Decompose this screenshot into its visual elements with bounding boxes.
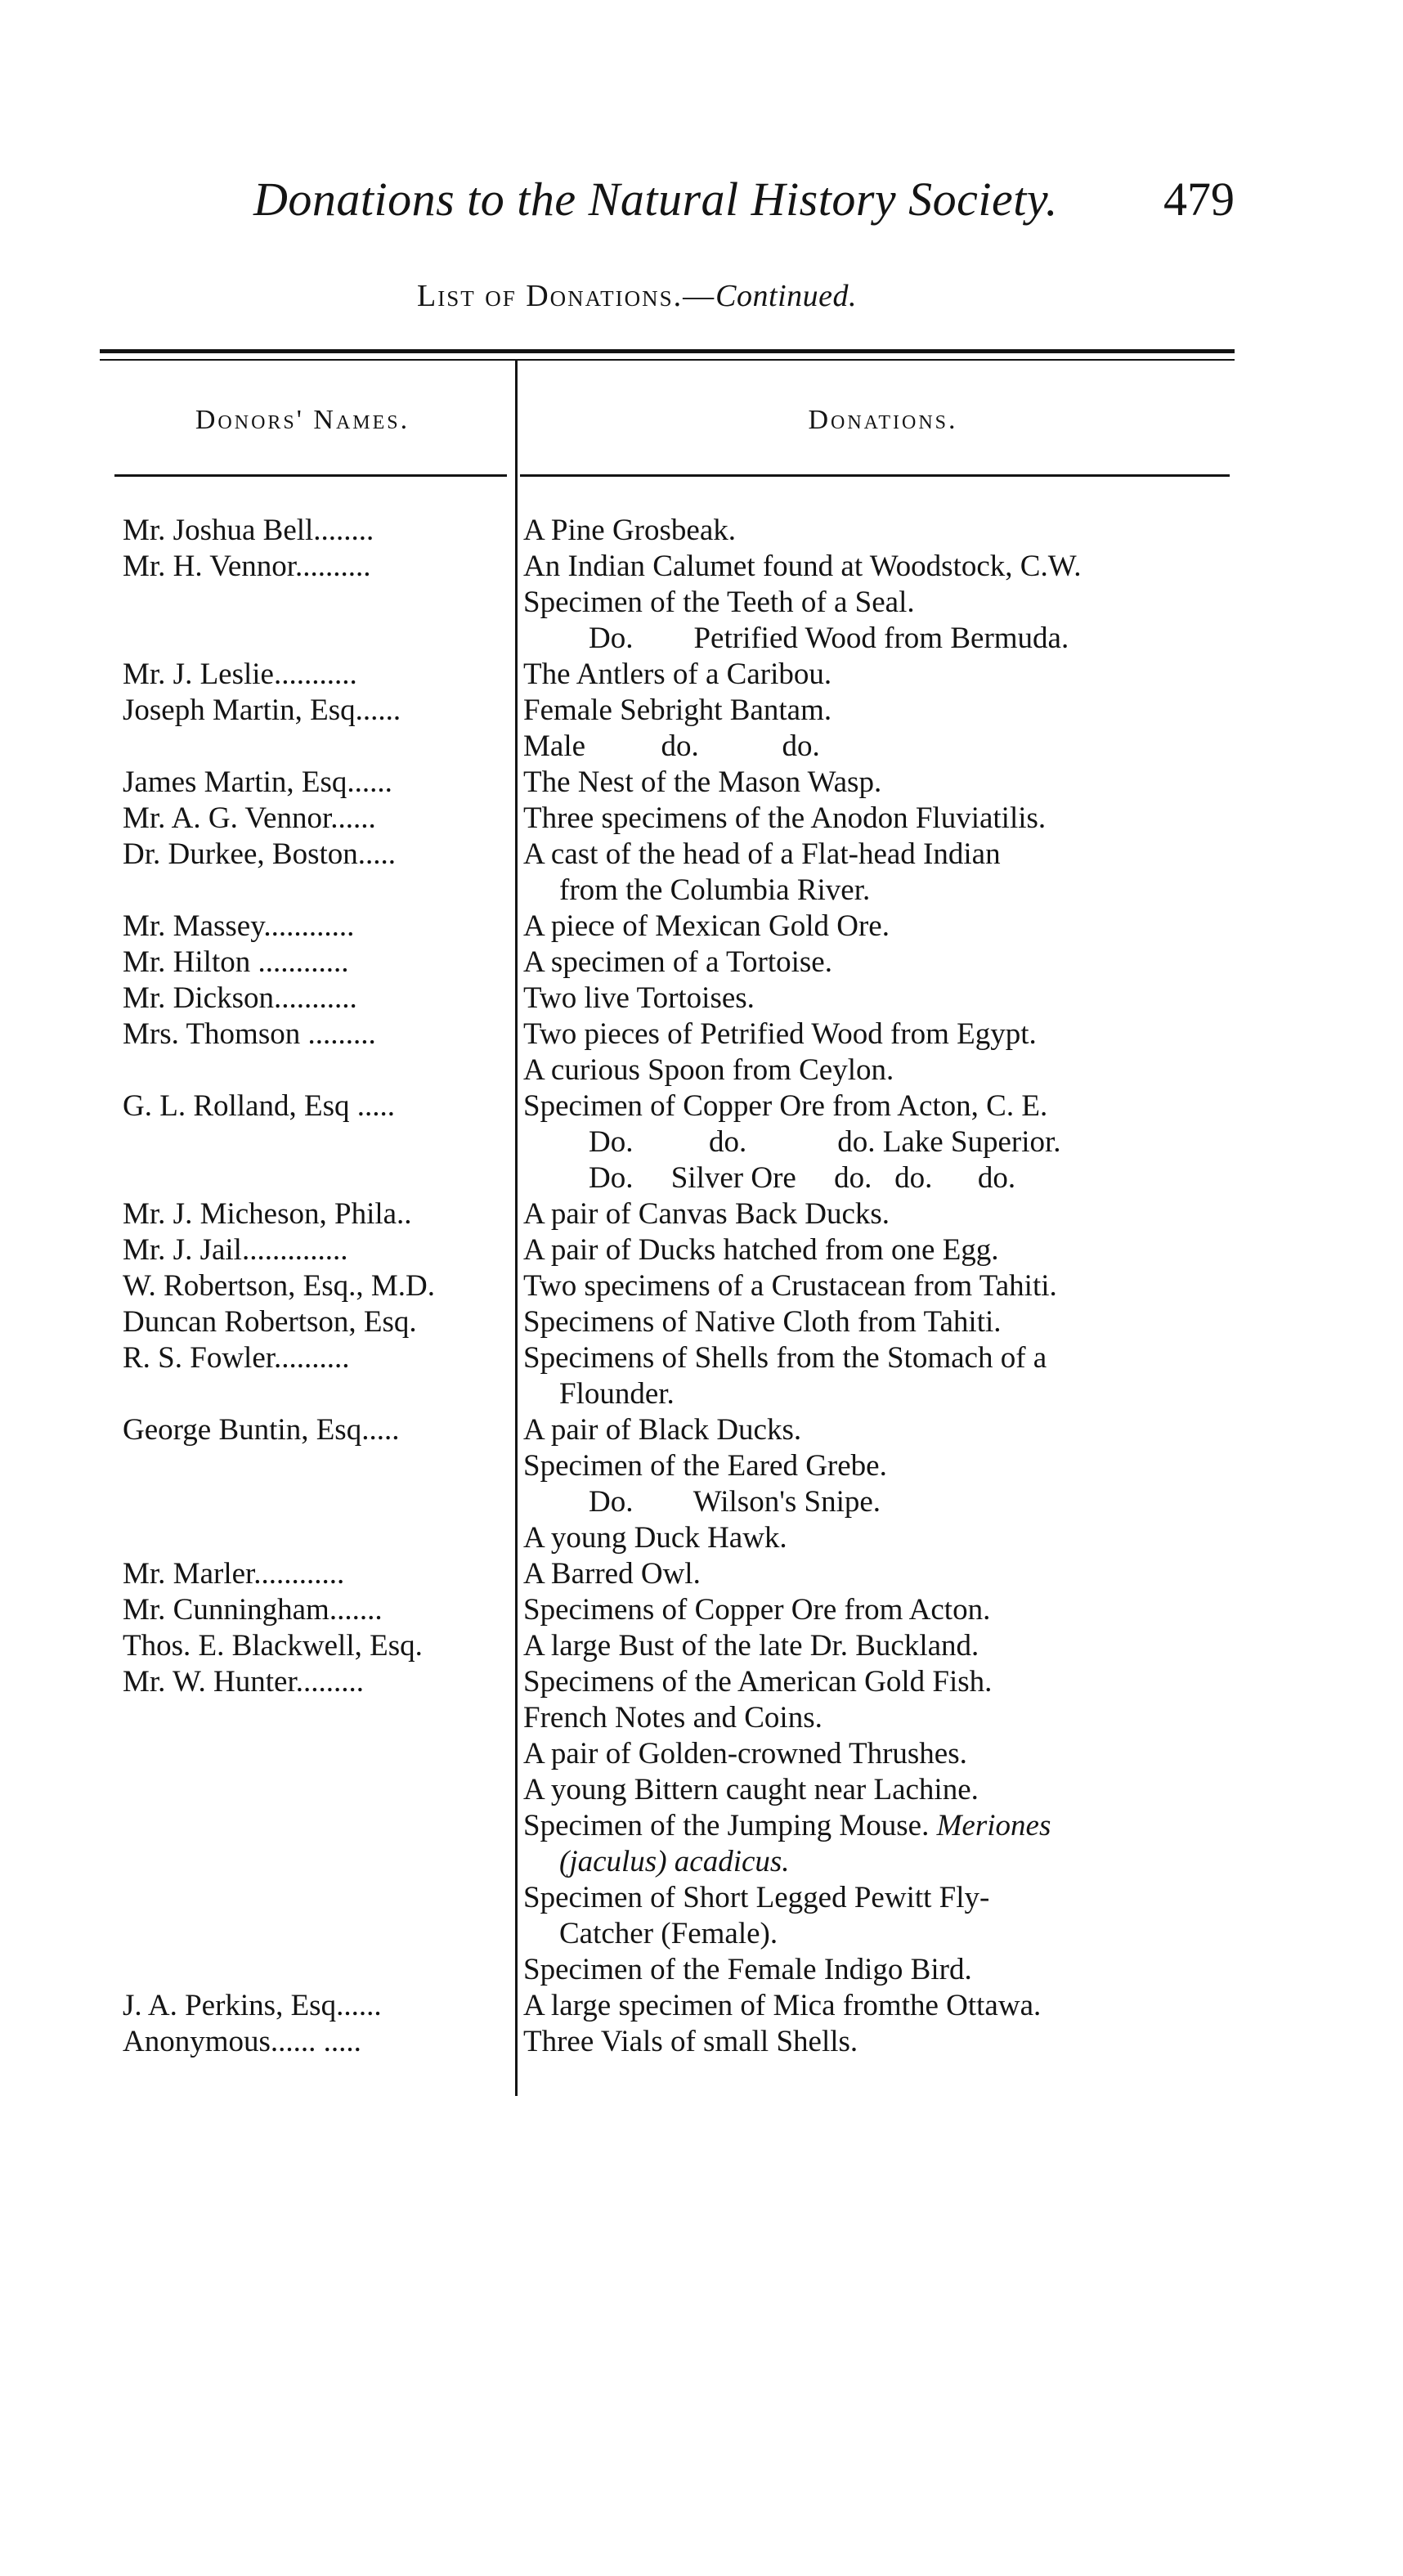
table-row [0, 909, 1403, 945]
donation-entry: Do. do. do. Lake Superior. [589, 1125, 1061, 1159]
table-row [0, 1448, 1403, 1484]
table-row [0, 513, 1403, 549]
table-row [0, 1628, 1403, 1664]
donation-italic: Meriones [936, 1809, 1051, 1842]
table-top-rule-thick [100, 349, 1235, 353]
table-row [0, 1412, 1403, 1448]
table-top-rule-thin [100, 359, 1235, 361]
donor-name: Mr. H. Vennor.......... [123, 550, 371, 583]
table-row [0, 1052, 1403, 1088]
donor-name: Mr. J. Leslie........... [123, 657, 357, 691]
table-row [0, 729, 1403, 765]
donation-entry: The Antlers of a Caribou. [523, 657, 832, 691]
donor-name: G. L. Rolland, Esq ..... [123, 1089, 395, 1123]
donation-entry: The Nest of the Mason Wasp. [523, 765, 882, 799]
donation-entry: from the Columbia River. [559, 873, 871, 907]
table-row [0, 657, 1403, 693]
donation-entry [559, 1844, 1279, 1880]
table-row [0, 765, 1403, 801]
donation-entry: French Notes and Coins. [523, 1701, 823, 1735]
table-row [0, 585, 1403, 621]
table-row [0, 1556, 1403, 1592]
donor-name: Mr. Joshua Bell........ [123, 514, 374, 547]
donation-entry: Two specimens of a Crustacean from Tahiti. [523, 1269, 1057, 1303]
donation-entry: A pair of Canvas Back Ducks. [523, 1197, 890, 1231]
donor-name: James Martin, Esq...... [123, 765, 392, 799]
table-row [0, 621, 1403, 657]
table-row [0, 2024, 1403, 2060]
table-row [0, 1232, 1403, 1268]
table-row [0, 981, 1403, 1016]
donation-entry [523, 1808, 1243, 1844]
donation-entry: A young Duck Hawk. [523, 1521, 787, 1555]
table-row [0, 1124, 1403, 1160]
donation-entry: Catcher (Female). [559, 1917, 778, 1950]
donation-entry: A pair of Ducks hatched from one Egg. [523, 1233, 999, 1267]
donation-entry: A curious Spoon from Ceylon. [523, 1053, 894, 1087]
donors-column-header: Donors' Names. [195, 405, 410, 435]
donation-entry: Two live Tortoises. [523, 981, 755, 1015]
table-row [0, 1304, 1403, 1340]
table-row [0, 1376, 1403, 1412]
donation-entry: A pair of Golden-crowned Thrushes. [523, 1737, 967, 1770]
donor-name: Mr. J. Micheson, Phila.. [123, 1197, 412, 1231]
donation-entry: Specimens of Shells from the Stomach of a [523, 1341, 1047, 1375]
header-rule-right [520, 474, 1230, 477]
table-row [0, 693, 1403, 729]
page-number: 479 [1163, 173, 1235, 226]
donation-entry: Do. Silver Ore do. do. do. [589, 1161, 1016, 1195]
donor-name: Joseph Martin, Esq...... [123, 693, 401, 727]
donation-entry: Specimen of the Female Indigo Bird. [523, 1953, 972, 1986]
donation-entry: Male do. do. [523, 729, 820, 763]
donation-entry: Specimen of Short Legged Pewitt Fly- [523, 1881, 990, 1914]
donor-name: R. S. Fowler.......... [123, 1341, 350, 1375]
table-row [0, 1808, 1403, 1844]
donor-name: J. A. Perkins, Esq...... [123, 1989, 382, 2022]
donor-name: Mr. Hilton ............ [123, 945, 349, 979]
list-heading-continued: Continued. [715, 279, 857, 313]
table-row [0, 1988, 1403, 2024]
table-row [0, 1520, 1403, 1556]
donation-entry: Specimens of the American Gold Fish. [523, 1665, 993, 1699]
table-row [0, 1736, 1403, 1772]
donation-entry: Specimens of Native Cloth from Tahiti. [523, 1305, 1002, 1339]
table-row [0, 1088, 1403, 1124]
table-row [0, 549, 1403, 585]
donor-name: Mr. J. Jail.............. [123, 1233, 348, 1267]
table-row [0, 873, 1403, 909]
table-row [0, 1772, 1403, 1808]
running-title: Donations to the Natural History Society. [253, 173, 1058, 226]
table-row [0, 1160, 1403, 1196]
donation-entry: Three Vials of small Shells. [523, 2025, 858, 2058]
donation-entry: Specimen of the Teeth of a Seal. [523, 586, 915, 619]
table-row [0, 1700, 1403, 1736]
donor-name: Duncan Robertson, Esq. [123, 1305, 417, 1339]
donor-name: Mr. Marler............ [123, 1557, 345, 1591]
table-row [0, 1016, 1403, 1052]
donation-italic: (jaculus) acadicus. [559, 1845, 790, 1878]
donor-name: Mr. Massey............ [123, 909, 355, 943]
donor-name: Mr. Cunningham....... [123, 1593, 383, 1627]
donor-name: W. Robertson, Esq., M.D. [123, 1269, 435, 1303]
list-heading-label: List of Donations.— [417, 279, 716, 313]
donor-name: Dr. Durkee, Boston..... [123, 837, 396, 871]
table-row [0, 1880, 1403, 1916]
donation-entry: A specimen of a Tortoise. [523, 945, 832, 979]
donation-entry: Female Sebright Bantam. [523, 693, 832, 727]
table-row [0, 1196, 1403, 1232]
table-row [0, 1592, 1403, 1628]
donation-entry: A young Bittern caught near Lachine. [523, 1773, 979, 1806]
donor-name: Thos. E. Blackwell, Esq. [123, 1629, 423, 1663]
table-row [0, 801, 1403, 837]
donation-entry: A pair of Black Ducks. [523, 1413, 802, 1447]
donor-name: Mr. W. Hunter......... [123, 1665, 364, 1699]
table-row [0, 945, 1403, 981]
donation-entry: Specimen of Copper Ore from Acton, C. E. [523, 1089, 1048, 1123]
donations-table [0, 513, 1403, 2060]
donations-column-header: Donations. [808, 405, 958, 435]
donation-entry: An Indian Calumet found at Woodstock, C.W. [523, 550, 1082, 583]
donation-entry: Flounder. [559, 1377, 675, 1411]
donation-entry: Three specimens of the Anodon Fluviatilis. [523, 801, 1047, 835]
donor-name: George Buntin, Esq..... [123, 1413, 400, 1447]
donor-name: Mrs. Thomson ......... [123, 1017, 376, 1051]
table-row [0, 1952, 1403, 1988]
table-row [0, 1268, 1403, 1304]
donation-entry: A large specimen of Mica fromthe Ottawa. [523, 1989, 1042, 2022]
table-row [0, 837, 1403, 873]
header-rule-left [114, 474, 507, 477]
table-row [0, 1916, 1403, 1952]
table-row [0, 1664, 1403, 1700]
donation-entry: Do. Wilson's Snipe. [589, 1485, 881, 1519]
list-heading [417, 278, 857, 314]
donor-name: Mr. Dickson........... [123, 981, 357, 1015]
donor-name: Anonymous...... ..... [123, 2025, 361, 2058]
donation-entry: Specimen of the Eared Grebe. [523, 1449, 887, 1483]
donation-entry: A Barred Owl. [523, 1557, 701, 1591]
donation-text: Specimen of the Jumping Mouse. [523, 1809, 930, 1842]
table-row [0, 1844, 1403, 1880]
donation-entry: A Pine Grosbeak. [523, 514, 736, 547]
donation-entry: A large Bust of the late Dr. Buckland. [523, 1629, 979, 1663]
donation-entry: A cast of the head of a Flat-head Indian [523, 837, 1001, 871]
donation-entry: Two pieces of Petrified Wood from Egypt. [523, 1017, 1037, 1051]
donation-entry: A piece of Mexican Gold Ore. [523, 909, 890, 943]
table-row [0, 1484, 1403, 1520]
table-row [0, 1340, 1403, 1376]
donation-entry: Do. Petrified Wood from Bermuda. [589, 622, 1069, 655]
running-head [229, 172, 1235, 237]
donor-name: Mr. A. G. Vennor...... [123, 801, 376, 835]
donation-entry: Specimens of Copper Ore from Acton. [523, 1593, 991, 1627]
